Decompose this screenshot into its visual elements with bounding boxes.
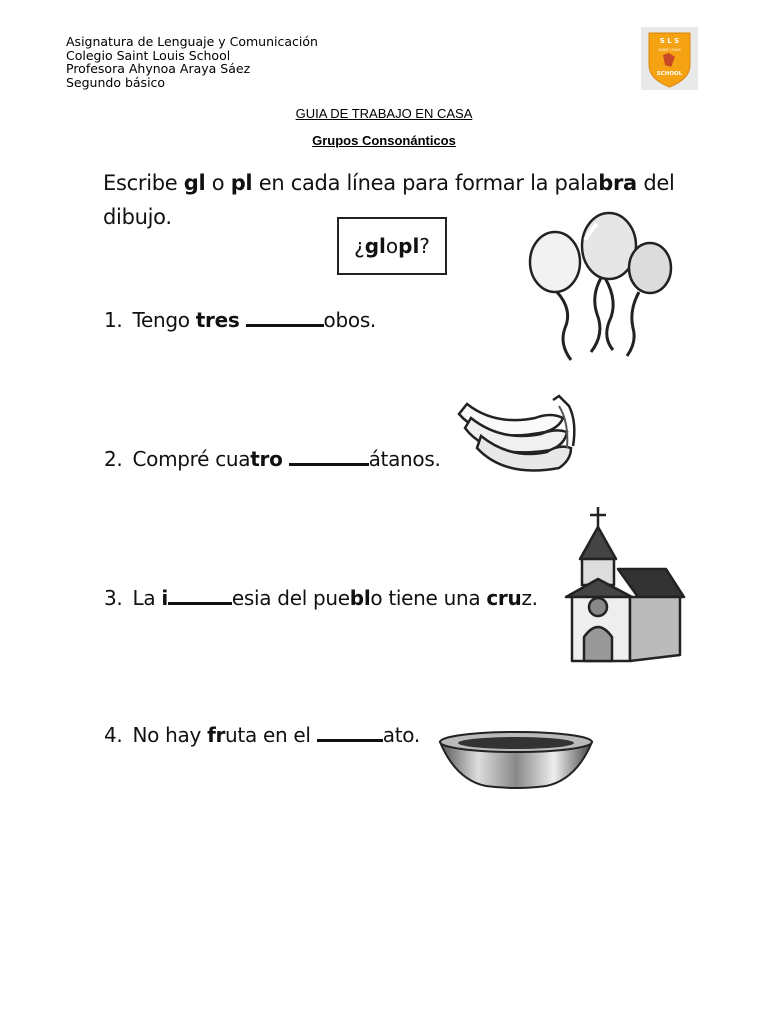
item-text: ato. (382, 723, 420, 747)
grade-line: Segundo básico (66, 74, 166, 90)
school-line: Colegio Saint Louis School (66, 47, 231, 63)
item-bold: tro (250, 447, 283, 471)
exercise-item-4 (104, 721, 420, 747)
item-bold: cru (486, 586, 522, 610)
logo-letters: S L S (659, 37, 680, 45)
plate-picture (436, 728, 596, 790)
item-text: z. (521, 586, 538, 610)
page-subtitle: Grupos Consonánticos (312, 133, 456, 148)
question-box (337, 217, 447, 275)
question-close: ? (419, 234, 430, 258)
exercise-item-1 (104, 306, 376, 332)
subject-line: Asignatura de Lenguaje y Comunicación (66, 34, 318, 49)
school-logo (641, 27, 698, 90)
question-gl: gl (364, 234, 386, 258)
question-open: ¿ (354, 234, 365, 258)
instruction-part: o (205, 171, 231, 195)
instruction-bold: gl (183, 171, 206, 195)
page-title: GUIA DE TRABAJO EN CASA (295, 106, 473, 121)
answer-blank[interactable] (246, 306, 324, 327)
church-picture (562, 505, 687, 667)
exercise-item-3 (104, 584, 538, 610)
question-pl: pl (398, 234, 420, 258)
item-text: No hay (132, 723, 208, 747)
item-text: Compré cua (132, 447, 251, 471)
answer-blank[interactable] (317, 721, 383, 742)
logo-school: SCHOOL (656, 71, 683, 77)
item-number: 4. (104, 723, 123, 747)
logo-name: SAINT LOUIS (658, 48, 681, 52)
teacher-line: Profesora Ahynoa Araya Sáez (66, 61, 251, 77)
item-text: o tiene una (370, 586, 487, 610)
item-bold: fr (207, 723, 226, 747)
item-bold: bl (349, 586, 371, 610)
header-text (66, 35, 318, 89)
item-text: La (132, 586, 162, 610)
answer-blank[interactable] (168, 584, 232, 605)
instruction-part: Escribe (103, 171, 184, 195)
instruction-part: en cada línea para formar la pala (252, 171, 599, 195)
question-mid: o (385, 234, 399, 258)
item-text: átanos. (368, 447, 441, 471)
item-number: 1. (104, 308, 123, 332)
item-text: esia del pue (231, 586, 350, 610)
item-bold: i (161, 586, 168, 610)
instruction-bold: bra (598, 171, 637, 195)
bananas-picture (455, 392, 580, 482)
instruction-part: del dibujo. (103, 171, 675, 229)
exercise-item-2 (104, 445, 441, 471)
item-text: Tengo (132, 308, 196, 332)
item-text: obos. (323, 308, 376, 332)
balloons-picture (525, 210, 680, 365)
answer-blank[interactable] (289, 445, 369, 466)
item-number: 2. (104, 447, 123, 471)
item-number: 3. (104, 586, 123, 610)
instruction-bold: pl (230, 171, 253, 195)
item-text: uta en el (225, 723, 317, 747)
item-bold: tres (195, 308, 240, 332)
